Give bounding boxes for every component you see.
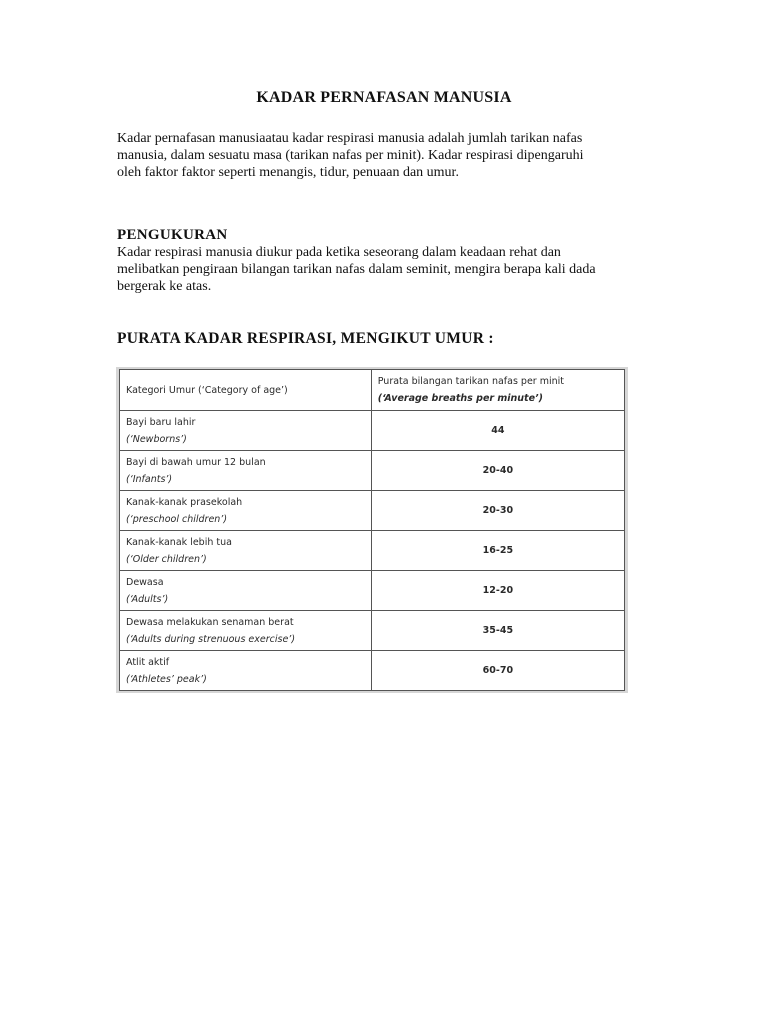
age-category-cell [120,451,372,491]
age-label-english: (‘Adults’) [126,593,169,605]
respiration-table [119,369,625,691]
table-row [120,531,625,571]
age-category-cell [120,651,372,691]
age-category-cell [120,571,372,611]
breaths-value: 12-20 [371,571,624,611]
table-header-row [120,370,625,411]
intro-line: manusia, dalam sesuatu masa (tarikan nafas per minit). Kadar respirasi dipengaruhi [117,148,584,163]
table-row [120,651,625,691]
respiration-table-image [116,367,628,693]
age-label-english: (‘Infants’) [126,473,173,485]
table-row [120,411,625,451]
age-label-english: (‘Older children’) [126,553,207,565]
breaths-value: 20-40 [371,451,624,491]
table-row [120,571,625,611]
intro-line: Kadar pernafasan manusiaatau kadar respirasi manusia adalah jumlah tarikan nafas [117,131,583,146]
breaths-value: 35-45 [371,611,624,651]
age-label: Bayi baru lahir [126,416,196,428]
breaths-value: 44 [371,411,624,451]
document-title: KADAR PERNAFASAN MANUSIA [256,89,512,106]
header-age-category: Kategori Umur (‘Category of age’) [120,370,372,411]
age-category-cell [120,611,372,651]
age-label: Atlit aktif [126,656,170,668]
age-label: Dewasa [126,576,164,588]
measurement-line: Kadar respirasi manusia diukur pada ketika seseorang dalam keadaan rehat dan [117,245,561,260]
measurement-line: melibatkan pengiraan bilangan tarikan nafas dalam seminit, mengira berapa kali dada [117,262,596,277]
age-label: Kanak-kanak lebih tua [126,536,232,548]
age-label-english: (‘Adults during strenuous exercise’) [126,633,296,645]
header-average-breaths [371,370,624,411]
age-label-english: (‘Athletes’ peak’) [126,673,207,685]
age-label-english: (‘preschool children’) [126,513,228,525]
age-label-english: (‘Newborns’) [126,433,187,445]
measurement-paragraph [117,244,677,295]
age-label: Dewasa melakukan senaman berat [126,616,294,628]
age-label: Bayi di bawah umur 12 bulan [126,456,266,468]
average-rate-heading: PURATA KADAR RESPIRASI, MENGIKUT UMUR : [117,330,494,347]
table-row [120,451,625,491]
header-average-breaths-malay: Purata bilangan tarikan nafas per minit [377,376,565,387]
header-average-breaths-english: (‘Average breaths per minute’) [377,393,543,404]
breaths-value: 16-25 [371,531,624,571]
measurement-heading: PENGUKURAN [117,227,228,243]
breaths-value: 20-30 [371,491,624,531]
age-category-cell [120,491,372,531]
table-row [120,491,625,531]
breaths-value: 60-70 [371,651,624,691]
table-row [120,611,625,651]
measurement-line: bergerak ke atas. [117,279,212,294]
age-category-cell [120,411,372,451]
age-category-cell [120,531,372,571]
intro-paragraph [117,130,677,181]
intro-line: oleh faktor faktor seperti menangis, tidur, penuaan dan umur. [117,165,459,180]
age-label: Kanak-kanak prasekolah [126,496,243,508]
